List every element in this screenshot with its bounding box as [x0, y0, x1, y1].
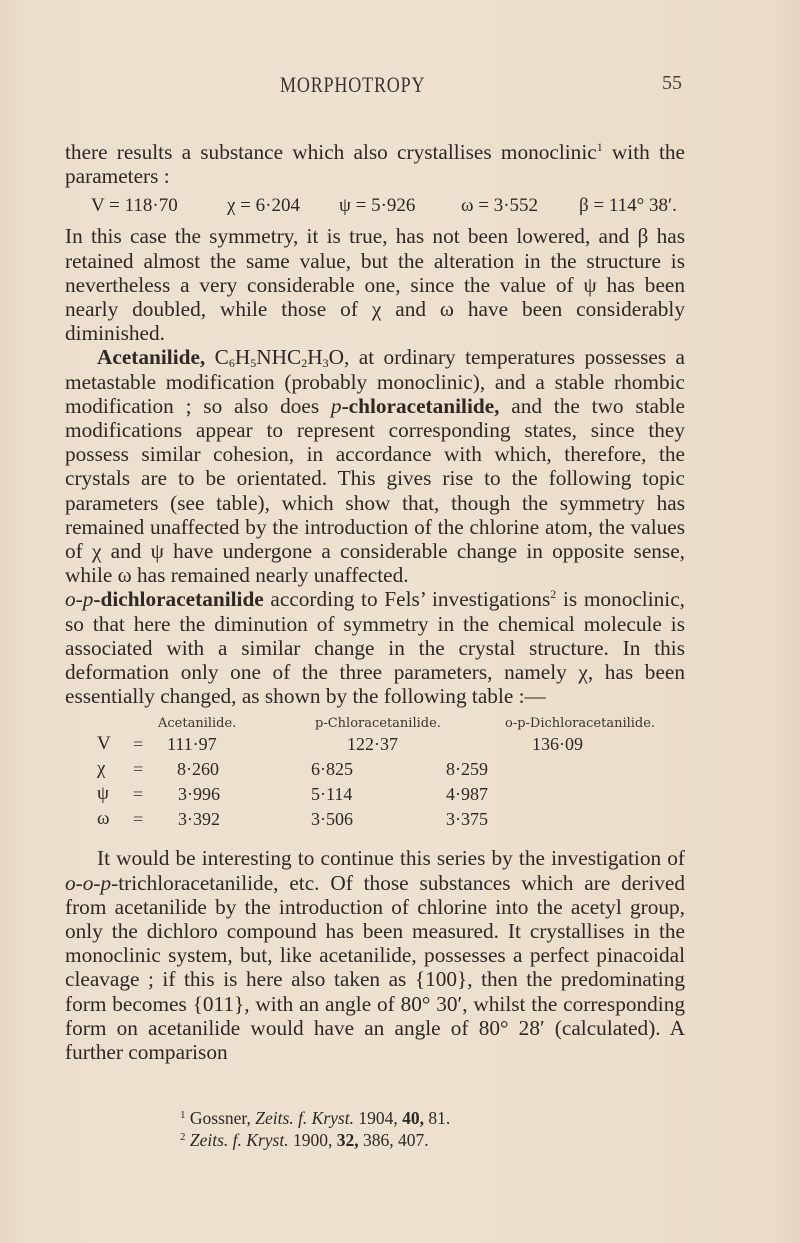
paragraph-3-text-a: , at ordinary temperatures possesses a metastable modification (probably monoclinic), and a stable rhombic modification ; so also does	[65, 345, 685, 418]
paragraph-4-text-b: is monoclinic, so that here the diminution of symmetry in the chemical molecule is associated with a similar change in the crystal structure. In this deformation only one of the three parameters, namely χ, has been essentially changed, as shown by the following table :—	[65, 587, 685, 709]
row-symbol: χ	[97, 758, 106, 780]
footnote-volume: 40,	[402, 1108, 424, 1128]
cell-value: 8·260	[177, 759, 219, 780]
footnotes	[180, 1107, 450, 1151]
cell-value: 6·825	[311, 759, 353, 780]
row-equals: =	[133, 784, 144, 805]
footnote-journal: Zeits. f. Kryst.	[255, 1108, 354, 1128]
cell-value: 111·97	[167, 734, 217, 755]
term-acetanilide: Acetanilide,	[97, 345, 206, 370]
cell-value: 8·259	[446, 759, 488, 780]
formula-subscript: 3	[322, 356, 329, 371]
paragraph-4	[65, 587, 685, 708]
table-header-p-chloracetanilide: p-Chloracetanilide.	[315, 716, 441, 732]
paragraph-5	[65, 846, 685, 1064]
footnote-author: Gossner,	[189, 1108, 256, 1128]
footnote-pages: 386, 407.	[358, 1130, 429, 1150]
param-psi: ψ = 5·926	[339, 195, 416, 217]
param-chi: χ = 6·204	[227, 195, 300, 217]
paragraph-1-text-a: there results a substance which also crystallises monoclinic	[65, 140, 597, 164]
paragraph-4-text-a: according to Fels’ investigations	[263, 587, 551, 612]
row-symbol: ω	[97, 808, 110, 830]
cell-value: 3·506	[311, 809, 353, 830]
footnote-ref-1[interactable]: 1	[596, 140, 603, 154]
page-number: 55	[662, 72, 682, 94]
formula-subscript: 2	[301, 356, 308, 371]
formula-part: O	[328, 345, 345, 370]
row-symbol: ψ	[97, 783, 109, 805]
row-equals: =	[133, 734, 144, 755]
table-row	[65, 807, 685, 831]
parameter-table	[65, 712, 685, 840]
cell-value: 4·987	[446, 784, 488, 805]
cell-value: 136·09	[532, 734, 583, 755]
paragraph-5-text-a: It would be interesting to continue this series by the investigation of	[97, 846, 685, 871]
formula-subscript: 5	[250, 356, 257, 371]
footnote-ref-2[interactable]: 2	[550, 587, 557, 602]
running-title: MORPHOTROPY	[280, 72, 426, 97]
formula-part: H	[234, 345, 251, 370]
footnote-pages: 81.	[423, 1108, 451, 1128]
table-row	[65, 757, 685, 781]
formula-part: C	[214, 345, 229, 370]
term-op-prefix: o-p	[65, 587, 94, 612]
footnote-marker: 2	[180, 1131, 186, 1143]
term-chloracetanilide: -chloracetanilide,	[341, 393, 500, 418]
paragraph-2: In this case the symmetry, it is true, has not been lowered, and β has retained almost the same value, but the alteration in the structure is nevertheless a very considerable one, since the value of ψ has been nearly doubled, while those of χ and ω have been considerably diminished.	[65, 224, 685, 346]
footnote-1	[180, 1107, 450, 1129]
param-omega: ω = 3·552	[461, 195, 539, 217]
row-equals: =	[133, 809, 144, 830]
cell-value: 3·392	[178, 809, 220, 830]
paragraph-3	[65, 345, 685, 587]
param-beta: β = 114° 38′.	[579, 195, 677, 217]
body-text	[65, 140, 685, 1064]
footnote-volume: 32,	[336, 1130, 359, 1150]
cell-value: 3·375	[446, 809, 488, 830]
table-row	[65, 732, 685, 756]
cell-value: 5·114	[311, 784, 353, 805]
table-header-op-dichloracetanilide: o-p-Dichloracetanilide.	[505, 716, 656, 732]
term-oop-prefix: o-o-p	[65, 870, 112, 895]
running-header	[65, 70, 685, 100]
formula-subscript: 6	[228, 356, 235, 371]
footnote-year: 1904,	[353, 1108, 403, 1128]
parameter-line	[65, 191, 685, 221]
footnote-journal: Zeits. f. Kryst.	[189, 1130, 289, 1150]
formula-part: H	[307, 345, 323, 370]
footnote-year: 1900,	[288, 1130, 337, 1150]
formula-part: NHC	[256, 345, 302, 370]
paragraph-1	[65, 140, 685, 188]
paragraph-1-text-b: with the parameters :	[65, 140, 686, 189]
term-dichloracetanilide: -dichloracetanilide	[93, 587, 264, 612]
footnote-2	[180, 1129, 450, 1151]
paragraph-5-text-b: -trichloracetanilide, etc. Of those substances which are derived from acetanilide by the introduction of chlorine into the acetyl group, only the dichloro compound has been measured. It crystallises in the monoclinic system, but, like acetanilide, possesses a perfect pinacoidal cleavage ; if this is here also taken as {100}, then the predominating form becomes {011}, with an angle of 80° 30′, whilst the corresponding form on acetanilide would have an angle of 80° 28′ (calculated). A further comparison	[65, 870, 685, 1065]
table-header-acetanilide: Acetanilide.	[158, 716, 237, 732]
row-equals: =	[133, 759, 144, 780]
chemical-formula	[215, 345, 344, 369]
param-V: V = 118·70	[91, 195, 178, 217]
footnote-marker: 1	[180, 1109, 186, 1121]
paragraph-3-text-b: and the two stable modifications appear to represent corresponding states, since they possess similar cohesion, in accordance with which, therefore, the crystals are to be orientated. This gives rise to the following topic parameters (see table), which show that, though the symmetry has remained unaffected by the introduction of the chlorine atom, the values of χ and ψ have undergone a considerable change in opposite sense, while ω has remained nearly unaffected.	[65, 393, 685, 588]
term-p-prefix: p	[330, 393, 342, 418]
cell-value: 3·996	[178, 784, 220, 805]
table-row	[65, 782, 685, 806]
cell-value: 122·37	[347, 734, 398, 755]
row-symbol: V	[97, 733, 111, 755]
